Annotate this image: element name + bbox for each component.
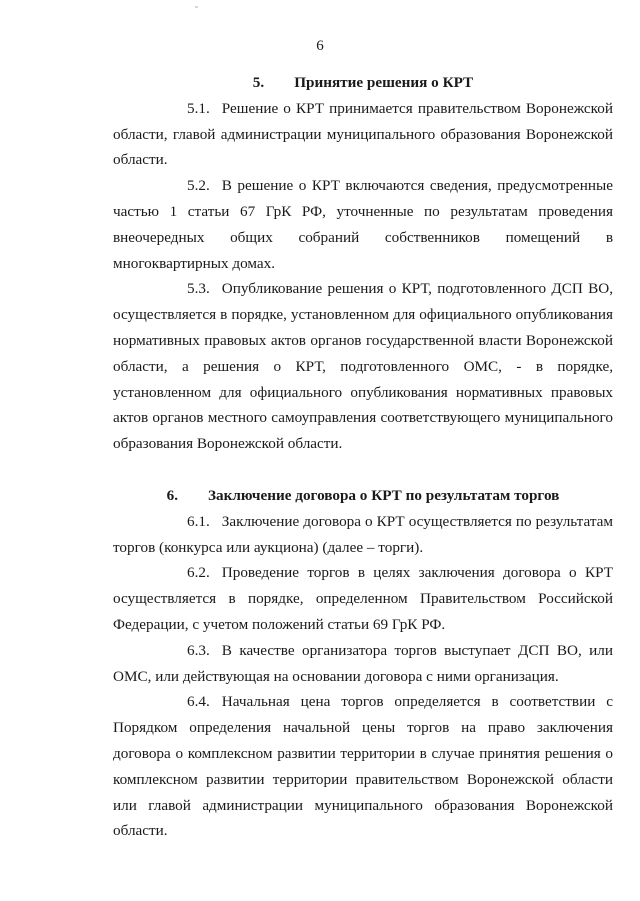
page-number: 6 <box>316 38 324 54</box>
section-number: 6. <box>166 486 179 504</box>
section-title: Принятие решения о КРТ <box>294 74 474 91</box>
paragraph-text: Заключение договора о КРТ осуществляется по результатам торгов (конкурса или аукциона) (далее – торги). <box>113 512 613 556</box>
paragraph-text: В качестве организатора торгов выступает ДСП ВО, или ОМС, или действующая на основании договора с ними организация. <box>113 641 613 685</box>
paragraph-number: 5.2. <box>187 177 210 195</box>
section-5-heading <box>113 70 613 96</box>
paragraph-5-2 <box>113 173 613 276</box>
scan-artifact <box>195 6 198 8</box>
paragraph-number: 6.4. <box>187 693 210 711</box>
section-spacer <box>113 457 613 483</box>
section-number: 5. <box>252 74 265 91</box>
paragraph-text: Опубликование решения о КРТ, подготовленного ДСП ВО, осуществляется в порядке, установленном для официального опубликования нормативных правовых актов органов государственной власти Воронежской области, а решения о КРТ, подготовленного ОМС, - в порядке, установленном для официального опубликования нормативных правовых актов органов местного самоуправления соответствующего муниципального образования Воронежской области. <box>113 280 613 453</box>
paragraph-5-1 <box>113 96 613 173</box>
paragraph-6-3 <box>113 638 613 690</box>
paragraph-text: В решение о КРТ включаются сведения, предусмотренные частью 1 статьи 67 ГрК РФ, уточненные по результатам проведения внеочередных общих собраний собственников помещений в многоквартирных домах. <box>113 177 613 272</box>
paragraph-number: 6.2. <box>187 564 210 582</box>
paragraph-6-1 <box>113 509 613 561</box>
section-title: Заключение договора о КРТ по результатам торгов <box>208 486 560 504</box>
paragraph-number: 6.1. <box>187 512 210 530</box>
paragraph-number: 6.3. <box>187 641 210 659</box>
section-6-heading <box>113 483 613 509</box>
paragraph-text: Решение о КРТ принимается правительством Воронежской области, главой администрации муниципального образования Воронежской области. <box>113 99 613 169</box>
paragraph-number: 5.1. <box>187 99 210 117</box>
paragraph-6-4 <box>113 689 613 844</box>
paragraph-text: Начальная цена торгов определяется в соответствии с Порядком определения начальной цены торгов на право заключения договора о комплексном развитии территории в случае принятия решения о комплексном развитии территории правительством Воронежской области или главой администрации муниципального образования Воронежской области. <box>113 693 613 840</box>
document-body <box>113 70 613 844</box>
paragraph-number: 5.3. <box>187 280 210 298</box>
paragraph-text: Проведение торгов в целях заключения договора о КРТ осуществляется в порядке, определенном Правительством Российской Федерации, с учетом положений статьи 69 ГрК РФ. <box>113 564 613 633</box>
paragraph-6-2 <box>113 560 613 637</box>
paragraph-5-3 <box>113 276 613 457</box>
